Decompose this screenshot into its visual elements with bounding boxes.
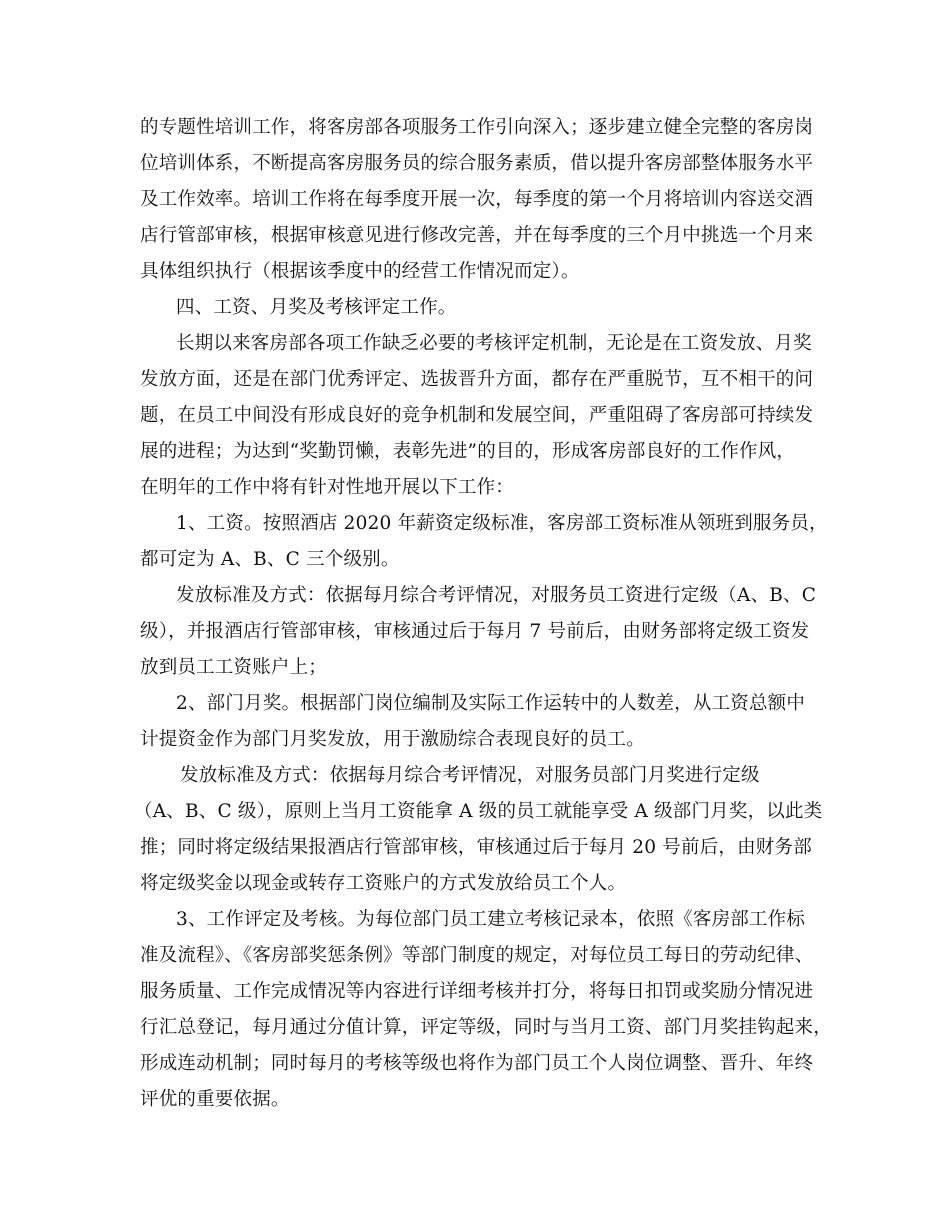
text-line: 服务质量、工作完成情况等内容进行详细考核并打分，将每日扣罚或奖励分情况进 bbox=[140, 981, 814, 1002]
text-line: 放到员工工资账户上； bbox=[140, 657, 328, 678]
text-line: 题，在员工中间没有形成良好的竞争机制和发展空间，严重阻碍了客房部可持续发 bbox=[140, 405, 814, 426]
text-line: （A、B、C 级），原则上当月工资能拿 A 级的员工就能享受 A 级部门月奖，以此类 bbox=[134, 801, 823, 822]
text-line: 将定级奖金以现金或转存工资账户的方式发放给员工个人。 bbox=[140, 873, 627, 894]
text-line: 具体组织执行（根据该季度中的经营工作情况而定）。 bbox=[140, 261, 580, 282]
text-line: 发放标准及方式：依据每月综合考评情况，对服务员部门月奖进行定级 bbox=[180, 765, 760, 786]
text-line: 计提资金作为部门月奖发放，用于激励综合表现良好的员工。 bbox=[140, 729, 645, 750]
text-line: 评优的重要依据。 bbox=[140, 1089, 290, 1110]
text-line: 都可定为 A、B、C 三个级别。 bbox=[140, 549, 400, 570]
text-line: 长期以来客房部各项工作缺乏必要的考核评定机制，无论是在工资发放、月奖 bbox=[176, 333, 812, 354]
text-line: 发放标准及方式：依据每月综合考评情况，对服务员工资进行定级（A、B、C bbox=[176, 585, 817, 606]
text-line: 准及流程》、《客房部奖惩条例》等部门制度的规定，对每位员工每日的劳动纪律、 bbox=[140, 945, 814, 966]
text-line: 发放方面，还是在部门优秀评定、选拔晋升方面，都存在严重脱节，互不相干的问 bbox=[140, 369, 814, 390]
text-line: 1、工资。按照酒店 2020 年薪资定级标准，客房部工资标准从领班到服务员， bbox=[176, 513, 828, 534]
text-line: 3、工作评定及考核。为每位部门员工建立考核记录本，依照《客房部工作标 bbox=[176, 909, 806, 930]
text-line: 及工作效率。培训工作将在每季度开展一次，每季度的第一个月将培训内容送交酒 bbox=[140, 189, 814, 210]
text-line: 店行管部审核，根据审核意见进行修改完善，并在每季度的三个月中挑选一个月来 bbox=[140, 225, 814, 246]
text-line: 行汇总登记，每月通过分值计算，评定等级，同时与当月工资、部门月奖挂钩起来， bbox=[140, 1017, 832, 1038]
text-line: 展的进程；为达到“奖勤罚懒，表彰先进”的目的，形成客房部良好的工作作风， bbox=[140, 441, 796, 462]
text-line: 推；同时将定级结果报酒店行管部审核，审核通过后于每月 20 号前后，由财务部 bbox=[140, 837, 812, 858]
text-line: 的专题性培训工作，将客房部各项服务工作引向深入；逐步建立健全完整的客房岗 bbox=[140, 117, 814, 138]
text-line: 2、部门月奖。根据部门岗位编制及实际工作运转中的人数差，从工资总额中 bbox=[176, 693, 806, 714]
text-line: 在明年的工作中将有针对性地开展以下工作： bbox=[140, 477, 515, 498]
text-line: 形成连动机制；同时每月的考核等级也将作为部门员工个人岗位调整、晋升、年终 bbox=[140, 1053, 814, 1074]
text-line: 位培训体系，不断提高客房服务员的综合服务素质，借以提升客房部整体服务水平 bbox=[140, 153, 814, 174]
text-line: 级），并报酒店行管部审核，审核通过后于每月 7 号前后，由财务部将定级工资发 bbox=[140, 621, 810, 642]
section-heading: 四、工资、月奖及考核评定工作。 bbox=[176, 297, 457, 318]
